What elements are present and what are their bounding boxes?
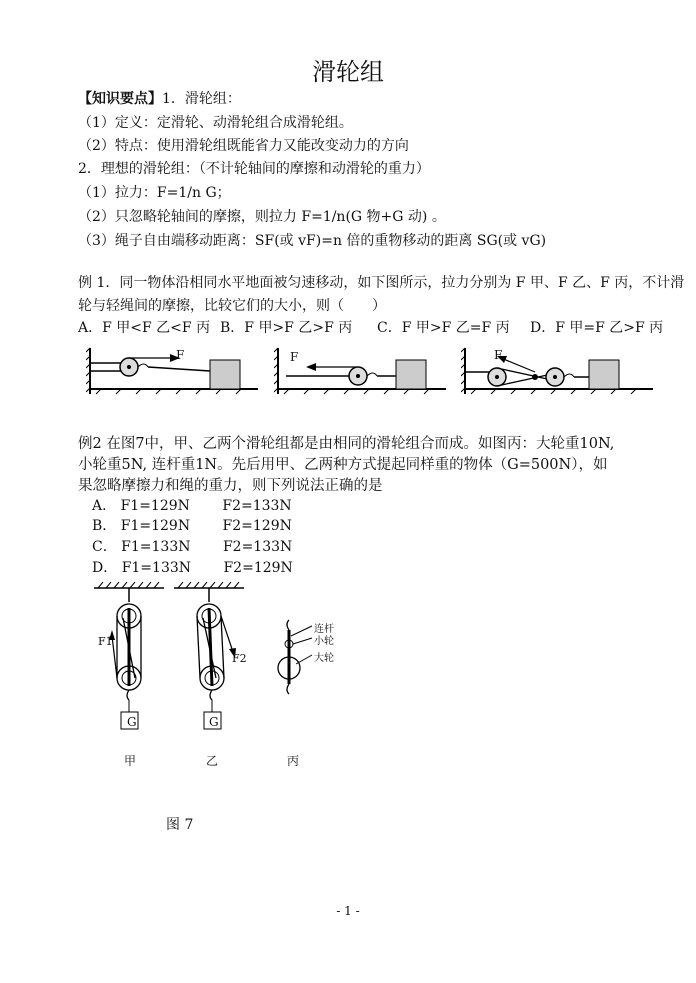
example2-option-c bbox=[92, 536, 292, 556]
label-yi: 乙 bbox=[206, 754, 219, 768]
example2-option-a bbox=[92, 495, 292, 515]
option-letter: D． bbox=[92, 560, 118, 576]
knowledge-line-2: （1）定义：定滑轮、动滑轮组合成滑轮组。 bbox=[78, 115, 353, 131]
knowledge-line-4: 2．理想的滑轮组：（不计轮轴间的摩擦和动滑轮的重力） bbox=[78, 161, 430, 177]
example1-option-c: C．F 甲>F 乙=F 丙 bbox=[377, 320, 510, 336]
label-f2: F2 bbox=[232, 652, 247, 665]
knowledge-line-3: （2）特点：使用滑轮组既能省力又能改变动力的方向 bbox=[78, 138, 409, 154]
option-f1: F1=129N bbox=[120, 518, 191, 534]
label-da-lun: 大轮 bbox=[314, 653, 334, 664]
option-f2: F2=133N bbox=[222, 539, 293, 555]
knowledge-line-7: （3）绳子自由端移动距离：SF(或 vF)=n 倍的重物移动的距离 SG(或 vG) bbox=[78, 233, 547, 249]
option-f2: F2=129N bbox=[222, 518, 292, 534]
option-f1: F1=133N bbox=[121, 539, 191, 555]
figure-yi-f-label: F bbox=[290, 350, 299, 364]
example1-option-d: D．F 甲=F 乙>F 丙 bbox=[530, 320, 664, 336]
label-f1: F1 bbox=[98, 635, 113, 648]
figure-jia-horizontal bbox=[86, 342, 261, 398]
example2-line-1: 例2 在图7中，甲、乙两个滑轮组都是由相同的滑轮组合而成。如图丙：大轮重10N, bbox=[78, 436, 615, 452]
example2-option-b bbox=[92, 515, 292, 535]
figure-jia-f-label: F bbox=[176, 348, 185, 362]
example1-line-1: 例 1．同一物体沿相同水平地面被匀速移动，如下图所示，拉力分别为 F 甲、F 乙、F 丙，不计滑 bbox=[78, 275, 685, 291]
figure-yi-g: G bbox=[209, 715, 219, 729]
example1-line-2: 轮与轻绳间的摩擦，比较它们的大小，则（ ） bbox=[78, 298, 386, 314]
option-f2: F2=133N bbox=[222, 498, 292, 514]
option-letter: C． bbox=[92, 539, 117, 555]
label-bing: 丙 bbox=[287, 754, 300, 768]
example2-option-d bbox=[92, 557, 293, 577]
example2-line-3: 果忽略摩擦力和绳的重力，则下列说法正确的是 bbox=[78, 478, 383, 494]
example2-line-2: 小轮重5N, 连杆重1N。先后用甲、乙两种方式提起同样重的物体（G=500N），如 bbox=[78, 457, 608, 473]
figure-bing-f-label: F bbox=[494, 348, 503, 362]
figure-bing-horizontal bbox=[461, 342, 656, 398]
option-f1: F1=133N bbox=[121, 560, 192, 576]
example1-option-a: A．F 甲<F 乙<F 丙 bbox=[78, 320, 211, 336]
label-jia: 甲 bbox=[124, 754, 137, 768]
knowledge-line-1 bbox=[78, 88, 241, 108]
pulley-diagrams bbox=[90, 578, 350, 768]
figure-jia-g: G bbox=[127, 715, 137, 729]
option-letter: B． bbox=[92, 518, 117, 534]
page-number: - 1 - bbox=[336, 904, 360, 918]
figure-yi-horizontal bbox=[274, 342, 449, 398]
label-lian-gan: 连杆 bbox=[314, 624, 334, 635]
figure-caption: 图 7 bbox=[166, 817, 194, 833]
label-xiao-lun: 小轮 bbox=[314, 636, 334, 647]
example1-option-b: B．F 甲>F 乙>F 丙 bbox=[220, 320, 353, 336]
page-title: 滑轮组 bbox=[312, 58, 384, 86]
option-f2: F2=129N bbox=[223, 560, 293, 576]
option-f1: F1=129N bbox=[120, 498, 190, 514]
knowledge-line-5: （1）拉力：F=1/n G； bbox=[78, 185, 231, 201]
knowledge-l1: 1．滑轮组： bbox=[162, 91, 241, 107]
option-letter: A． bbox=[92, 498, 117, 514]
knowledge-tag: 【知识要点】 bbox=[78, 91, 162, 107]
knowledge-line-6: （2）只忽略轮轴间的摩擦，则拉力 F=1/n(G 物+G 动) 。 bbox=[78, 209, 446, 225]
